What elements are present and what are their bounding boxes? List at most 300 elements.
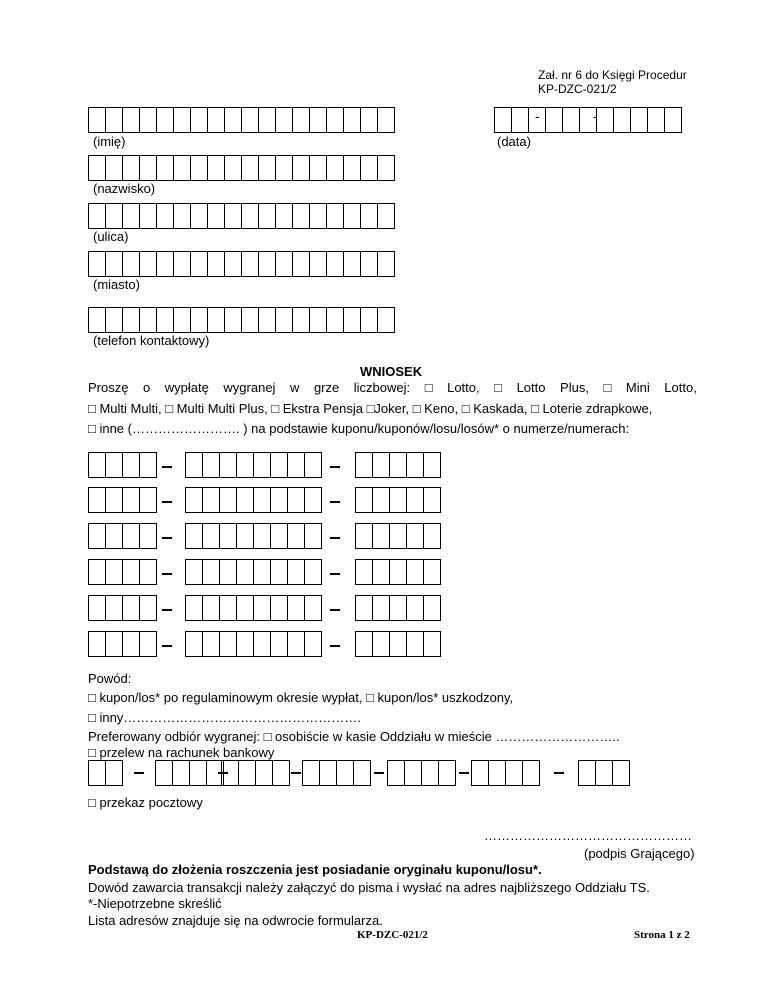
char-box[interactable]: [378, 307, 395, 333]
char-box[interactable]: [355, 631, 373, 657]
bank-transfer-option[interactable]: □ przelew na rachunek bankowy: [88, 745, 275, 760]
char-box[interactable]: [407, 487, 424, 513]
char-box[interactable]: [276, 203, 293, 229]
char-box[interactable]: [489, 760, 506, 786]
char-box[interactable]: [424, 559, 441, 585]
char-box[interactable]: [293, 307, 310, 333]
char-box[interactable]: [407, 523, 424, 549]
date-separator: -: [593, 108, 598, 124]
char-box[interactable]: [254, 559, 271, 585]
char-box[interactable]: [344, 307, 361, 333]
coupon-number-part-2[interactable]: [185, 631, 322, 657]
char-box[interactable]: [355, 452, 373, 478]
char-box[interactable]: [88, 760, 106, 786]
char-box[interactable]: [242, 251, 259, 277]
char-box[interactable]: [88, 307, 106, 333]
char-box[interactable]: [242, 107, 259, 133]
phone-label: (telefon kontaktowy): [93, 333, 210, 348]
char-box[interactable]: [373, 559, 390, 585]
char-box[interactable]: [106, 595, 123, 621]
char-box[interactable]: [203, 595, 220, 621]
date-label: (data): [497, 134, 531, 149]
char-box[interactable]: [203, 631, 220, 657]
char-box[interactable]: [225, 107, 242, 133]
char-box[interactable]: [190, 760, 207, 786]
dash-separator: [554, 772, 564, 774]
char-box[interactable]: [123, 155, 140, 181]
char-box[interactable]: [407, 452, 424, 478]
char-box[interactable]: [310, 203, 327, 229]
char-box[interactable]: [665, 107, 682, 133]
char-box[interactable]: [225, 307, 242, 333]
char-box[interactable]: [494, 107, 512, 133]
char-box[interactable]: [123, 595, 140, 621]
char-box[interactable]: [88, 452, 106, 478]
request-line-1-word: liczbowej:: [353, 380, 411, 395]
coupon-number-part-2[interactable]: [185, 452, 322, 478]
footer-code: KP-DZC-021/2: [357, 929, 428, 941]
char-box[interactable]: [140, 559, 157, 585]
char-box[interactable]: [203, 559, 220, 585]
char-box[interactable]: [613, 760, 630, 786]
char-box[interactable]: [373, 595, 390, 621]
request-line-1-word[interactable]: □: [494, 380, 503, 395]
char-box[interactable]: [123, 452, 140, 478]
street-boxes[interactable]: [88, 203, 395, 229]
char-box[interactable]: [123, 487, 140, 513]
char-box[interactable]: [220, 452, 237, 478]
char-box[interactable]: [88, 523, 106, 549]
postal-order-option[interactable]: □ przekaz pocztowy: [88, 795, 203, 810]
dash-separator: [162, 537, 172, 539]
char-box[interactable]: [140, 251, 157, 277]
request-line-1-word: grze: [313, 380, 340, 395]
coupon-number-part-3[interactable]: [355, 523, 441, 549]
char-box[interactable]: [405, 760, 422, 786]
char-box[interactable]: [259, 203, 276, 229]
char-box[interactable]: [506, 760, 523, 786]
char-box[interactable]: [123, 251, 140, 277]
char-box[interactable]: [390, 523, 407, 549]
dash-separator: [459, 772, 469, 774]
char-box[interactable]: [271, 452, 288, 478]
char-box[interactable]: [106, 251, 123, 277]
reason-option-2[interactable]: □ inny……………………………………………….: [88, 710, 361, 725]
char-box[interactable]: [276, 307, 293, 333]
char-box[interactable]: [390, 595, 407, 621]
char-box[interactable]: [185, 631, 203, 657]
first-name-boxes[interactable]: [88, 107, 395, 133]
preferred-payout[interactable]: Preferowany odbiór wygranej: □ osobiście w kasie Oddziału w mieście ………………………..: [88, 729, 620, 744]
char-box[interactable]: [361, 307, 378, 333]
char-box[interactable]: [174, 307, 191, 333]
char-box[interactable]: [327, 107, 344, 133]
char-box[interactable]: [614, 107, 631, 133]
char-box[interactable]: [174, 203, 191, 229]
coupon-number-part-1[interactable]: [88, 452, 157, 478]
char-box[interactable]: [237, 631, 254, 657]
request-line-1: [88, 380, 697, 396]
signature-line[interactable]: …………………………………………: [484, 828, 692, 843]
char-box[interactable]: [271, 559, 288, 585]
char-box[interactable]: [157, 203, 174, 229]
dash-separator: [162, 609, 172, 611]
char-box[interactable]: [221, 760, 239, 786]
char-box[interactable]: [157, 107, 174, 133]
dash-separator: [162, 573, 172, 575]
account-digit-group[interactable]: [387, 760, 456, 786]
char-box[interactable]: [140, 307, 157, 333]
char-box[interactable]: [390, 452, 407, 478]
char-box[interactable]: [424, 487, 441, 513]
char-box[interactable]: [185, 559, 203, 585]
char-box[interactable]: [220, 523, 237, 549]
char-box[interactable]: [373, 487, 390, 513]
char-box[interactable]: [288, 487, 305, 513]
char-box[interactable]: [123, 203, 140, 229]
char-box[interactable]: [276, 155, 293, 181]
char-box[interactable]: [648, 107, 665, 133]
char-box[interactable]: [546, 107, 563, 133]
char-box[interactable]: [390, 631, 407, 657]
char-box[interactable]: [288, 452, 305, 478]
char-box[interactable]: [237, 595, 254, 621]
char-box[interactable]: [305, 452, 322, 478]
char-box[interactable]: [273, 760, 290, 786]
coupon-number-part-1[interactable]: [88, 595, 157, 621]
char-box[interactable]: [327, 155, 344, 181]
request-line-1-word: o: [143, 380, 151, 395]
proof-note: Dowód zawarcia transakcji należy załączyć do pisma i wysłać na adres najbliższego Oddziału TS.: [88, 880, 650, 895]
char-box[interactable]: [355, 487, 373, 513]
char-box[interactable]: [271, 523, 288, 549]
char-box[interactable]: [208, 107, 225, 133]
char-box[interactable]: [174, 155, 191, 181]
char-box[interactable]: [378, 251, 395, 277]
char-box[interactable]: [259, 251, 276, 277]
char-box[interactable]: [424, 595, 441, 621]
char-box[interactable]: [140, 595, 157, 621]
dash-separator: [291, 772, 301, 774]
char-box[interactable]: [140, 155, 157, 181]
char-box[interactable]: [293, 203, 310, 229]
char-box[interactable]: [88, 631, 106, 657]
char-box[interactable]: [242, 307, 259, 333]
char-box[interactable]: [203, 523, 220, 549]
reason-option-1[interactable]: □ kupon/los* po regulaminowym okresie wypłat, □ kupon/los* uszkodzony,: [88, 690, 514, 705]
char-box[interactable]: [563, 107, 580, 133]
char-box[interactable]: [220, 631, 237, 657]
char-box[interactable]: [310, 251, 327, 277]
char-box[interactable]: [271, 487, 288, 513]
char-box[interactable]: [271, 595, 288, 621]
char-box[interactable]: [174, 251, 191, 277]
char-box[interactable]: [237, 559, 254, 585]
char-box[interactable]: [439, 760, 456, 786]
char-box[interactable]: [378, 107, 395, 133]
char-box[interactable]: [225, 203, 242, 229]
char-box[interactable]: [208, 251, 225, 277]
char-box[interactable]: [254, 631, 271, 657]
coupon-number-part-3[interactable]: [355, 452, 441, 478]
coupon-number-part-3[interactable]: [355, 487, 441, 513]
phone-boxes[interactable]: [88, 307, 395, 333]
char-box[interactable]: [254, 487, 271, 513]
char-box[interactable]: [123, 559, 140, 585]
char-box[interactable]: [191, 155, 208, 181]
char-box[interactable]: [123, 523, 140, 549]
char-box[interactable]: [254, 595, 271, 621]
char-box[interactable]: [208, 307, 225, 333]
char-box[interactable]: [288, 631, 305, 657]
char-box[interactable]: [237, 523, 254, 549]
request-line-1-word: Lotto: [516, 380, 546, 395]
char-box[interactable]: [123, 307, 140, 333]
char-box[interactable]: [140, 487, 157, 513]
char-box[interactable]: [106, 107, 123, 133]
char-box[interactable]: [140, 107, 157, 133]
char-box[interactable]: [220, 487, 237, 513]
char-box[interactable]: [578, 760, 596, 786]
char-box[interactable]: [512, 107, 529, 133]
char-box[interactable]: [378, 155, 395, 181]
char-box[interactable]: [157, 251, 174, 277]
coupon-number-part-2[interactable]: [185, 559, 322, 585]
char-box[interactable]: [106, 307, 123, 333]
city-label: (miasto): [93, 277, 140, 292]
char-box[interactable]: [155, 760, 173, 786]
char-box[interactable]: [208, 155, 225, 181]
char-box[interactable]: [276, 107, 293, 133]
char-box[interactable]: [276, 251, 293, 277]
coupon-number-part-1[interactable]: [88, 487, 157, 513]
char-box[interactable]: [237, 487, 254, 513]
char-box[interactable]: [422, 760, 439, 786]
char-box[interactable]: [239, 760, 256, 786]
request-line-1-word: Lotto,: [664, 380, 697, 395]
char-box[interactable]: [106, 155, 123, 181]
dash-separator: [330, 645, 340, 647]
coupon-number-part-3[interactable]: [355, 595, 441, 621]
char-box[interactable]: [355, 595, 373, 621]
char-box[interactable]: [378, 203, 395, 229]
char-box[interactable]: [327, 203, 344, 229]
request-line-1-word[interactable]: □: [424, 380, 433, 395]
char-box[interactable]: [208, 203, 225, 229]
request-line-1-word: Plus,: [560, 380, 589, 395]
char-box[interactable]: [185, 523, 203, 549]
city-boxes[interactable]: [88, 251, 395, 277]
char-box[interactable]: [305, 487, 322, 513]
char-box[interactable]: [225, 251, 242, 277]
char-box[interactable]: [203, 487, 220, 513]
coupon-number-part-2[interactable]: [185, 595, 322, 621]
char-box[interactable]: [344, 251, 361, 277]
request-line-2: □ Multi Multi, □ Multi Multi Plus, □ Ekstra Pensja □Joker, □ Keno, □ Kaskada, □ Loterie zdrapkowe,: [88, 401, 653, 416]
char-box[interactable]: [407, 595, 424, 621]
char-box[interactable]: [191, 203, 208, 229]
char-box[interactable]: [302, 760, 320, 786]
char-box[interactable]: [106, 452, 123, 478]
coupon-number-part-1[interactable]: [88, 559, 157, 585]
char-box[interactable]: [355, 559, 373, 585]
char-box[interactable]: [106, 523, 123, 549]
account-digit-group[interactable]: [221, 760, 290, 786]
char-box[interactable]: [407, 559, 424, 585]
char-box[interactable]: [88, 487, 106, 513]
char-box[interactable]: [88, 251, 106, 277]
char-box[interactable]: [254, 452, 271, 478]
char-box[interactable]: [185, 595, 203, 621]
account-digit-group[interactable]: [88, 760, 123, 786]
char-box[interactable]: [424, 523, 441, 549]
char-box[interactable]: [320, 760, 337, 786]
coupon-number-part-3[interactable]: [355, 631, 441, 657]
char-box[interactable]: [293, 107, 310, 133]
char-box[interactable]: [361, 107, 378, 133]
char-box[interactable]: [305, 559, 322, 585]
char-box[interactable]: [191, 107, 208, 133]
char-box[interactable]: [344, 107, 361, 133]
char-box[interactable]: [88, 155, 106, 181]
char-box[interactable]: [471, 760, 489, 786]
char-box[interactable]: [373, 452, 390, 478]
date-boxes[interactable]: [494, 107, 682, 133]
char-box[interactable]: [390, 487, 407, 513]
char-box[interactable]: [293, 155, 310, 181]
char-box[interactable]: [344, 155, 361, 181]
char-box[interactable]: [185, 452, 203, 478]
char-box[interactable]: [185, 487, 203, 513]
account-digit-group[interactable]: [302, 760, 371, 786]
dash-separator: [162, 466, 172, 468]
char-box[interactable]: [424, 631, 441, 657]
char-box[interactable]: [373, 631, 390, 657]
char-box[interactable]: [344, 203, 361, 229]
char-box[interactable]: [361, 203, 378, 229]
char-box[interactable]: [361, 251, 378, 277]
char-box[interactable]: [310, 107, 327, 133]
char-box[interactable]: [203, 452, 220, 478]
char-box[interactable]: [327, 251, 344, 277]
char-box[interactable]: [191, 307, 208, 333]
request-title: WNIOSEK: [360, 364, 423, 379]
char-box[interactable]: [310, 155, 327, 181]
char-box[interactable]: [106, 487, 123, 513]
char-box[interactable]: [631, 107, 648, 133]
char-box[interactable]: [596, 760, 613, 786]
dash-separator: [162, 645, 172, 647]
coupon-number-part-2[interactable]: [185, 523, 322, 549]
char-box[interactable]: [337, 760, 354, 786]
char-box[interactable]: [355, 523, 373, 549]
char-box[interactable]: [157, 307, 174, 333]
char-box[interactable]: [242, 203, 259, 229]
reason-title: Powód:: [88, 671, 132, 686]
request-line-1-word: Proszę: [88, 380, 129, 395]
char-box[interactable]: [140, 631, 157, 657]
char-box[interactable]: [140, 452, 157, 478]
basis-note: Podstawą do złożenia roszczenia jest posiadanie oryginału kuponu/losu*.: [88, 862, 542, 877]
char-box[interactable]: [305, 631, 322, 657]
char-box[interactable]: [305, 523, 322, 549]
char-box[interactable]: [88, 559, 106, 585]
char-box[interactable]: [88, 107, 106, 133]
char-box[interactable]: [123, 631, 140, 657]
char-box[interactable]: [387, 760, 405, 786]
char-box[interactable]: [191, 251, 208, 277]
char-box[interactable]: [88, 203, 106, 229]
char-box[interactable]: [123, 107, 140, 133]
coupon-number-part-3[interactable]: [355, 559, 441, 585]
char-box[interactable]: [106, 760, 123, 786]
last-name-label: (nazwisko): [93, 181, 156, 196]
char-box[interactable]: [174, 107, 191, 133]
account-digit-group[interactable]: [578, 760, 630, 786]
char-box[interactable]: [106, 559, 123, 585]
char-box[interactable]: [225, 155, 242, 181]
last-name-boxes[interactable]: [88, 155, 395, 181]
char-box[interactable]: [242, 155, 259, 181]
strike-note: *-Niepotrzebne skreślić: [88, 896, 222, 911]
request-line-1-word: wypłatę: [164, 380, 209, 395]
char-box[interactable]: [237, 452, 254, 478]
char-box[interactable]: [259, 107, 276, 133]
char-box[interactable]: [220, 559, 237, 585]
account-digit-group[interactable]: [471, 760, 540, 786]
dash-separator: [330, 573, 340, 575]
char-box[interactable]: [407, 631, 424, 657]
char-box[interactable]: [288, 559, 305, 585]
char-box[interactable]: [354, 760, 371, 786]
char-box[interactable]: [288, 523, 305, 549]
coupon-number-part-1[interactable]: [88, 631, 157, 657]
char-box[interactable]: [293, 251, 310, 277]
char-box[interactable]: [390, 559, 407, 585]
char-box[interactable]: [254, 523, 271, 549]
char-box[interactable]: [220, 595, 237, 621]
request-line-1-word[interactable]: □: [603, 380, 612, 395]
dash-separator: [162, 501, 172, 503]
coupon-number-part-2[interactable]: [185, 487, 322, 513]
coupon-number-part-1[interactable]: [88, 523, 157, 549]
address-note: Lista adresów znajduje się na odwrocie formularza.: [88, 913, 383, 928]
char-box[interactable]: [597, 107, 614, 133]
char-box[interactable]: [305, 595, 322, 621]
char-box[interactable]: [288, 595, 305, 621]
char-box[interactable]: [140, 523, 157, 549]
char-box[interactable]: [256, 760, 273, 786]
char-box[interactable]: [310, 307, 327, 333]
char-box[interactable]: [140, 203, 157, 229]
signature-label: (podpis Grającego): [584, 846, 695, 861]
char-box[interactable]: [106, 203, 123, 229]
char-box[interactable]: [373, 523, 390, 549]
char-box[interactable]: [259, 307, 276, 333]
dash-separator: [330, 537, 340, 539]
account-digit-group[interactable]: [155, 760, 224, 786]
char-box[interactable]: [327, 307, 344, 333]
char-box[interactable]: [523, 760, 540, 786]
char-box[interactable]: [88, 595, 106, 621]
char-box[interactable]: [271, 631, 288, 657]
char-box[interactable]: [259, 155, 276, 181]
char-box[interactable]: [173, 760, 190, 786]
char-box[interactable]: [361, 155, 378, 181]
char-box[interactable]: [106, 631, 123, 657]
char-box[interactable]: [157, 155, 174, 181]
char-box[interactable]: [424, 452, 441, 478]
